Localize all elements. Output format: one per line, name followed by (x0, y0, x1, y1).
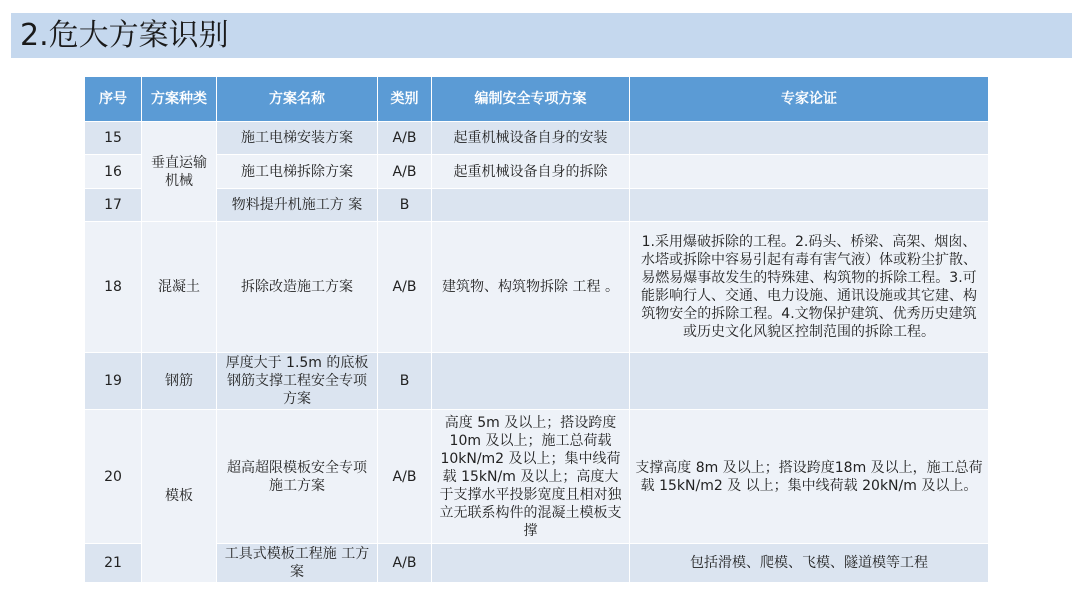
cell-no: 15 (85, 122, 142, 155)
cell-class: A/B (378, 122, 432, 155)
cell-category: 钢筋 (142, 353, 217, 410)
cell-expert (630, 353, 989, 410)
cell-expert (630, 155, 989, 189)
header-class: 类别 (378, 77, 432, 122)
cell-expert: 1.采用爆破拆除的工程。2.码头、桥梁、高架、烟囱、水塔或拆除中容易引起有毒有害气液）体或粉尘扩散、易燃易爆事故发生的特殊建、构筑物的拆除工程。3.可能影响行人、交通、电力设施、通讯设施或其它建、构筑物安全的拆除工程。4.文物保护建筑、优秀历史建筑或历史文化风貌区控制范围的拆除工程。 (630, 222, 989, 353)
cell-class: A/B (378, 410, 432, 544)
cell-class: B (378, 189, 432, 222)
cell-category: 混凝土 (142, 222, 217, 353)
cell-expert: 支撑高度 8m 及以上；搭设跨度18m 及以上，施工总荷载 15kN/m2 及 以上；集中线荷载 20kN/m 及以上。 (630, 410, 989, 544)
cell-safety-plan: 高度 5m 及以上；搭设跨度 10m 及以上；施工总荷载 10kN/m2 及以上；集中线荷载 15kN/m 及以上；高度大于支撑水平投影宽度且相对独立无联系构件的混凝土模板支撑 (432, 410, 630, 544)
header-name: 方案名称 (217, 77, 378, 122)
table-row (85, 155, 989, 189)
cell-safety-plan (432, 353, 630, 410)
cell-expert: 包括滑模、爬模、飞模、隧道模等工程 (630, 544, 989, 583)
cell-name: 超高超限模板安全专项施工方案 (217, 410, 378, 544)
cell-expert (630, 189, 989, 222)
cell-safety-plan: 起重机械设备自身的拆除 (432, 155, 630, 189)
table-header-row (85, 77, 989, 122)
cell-no: 16 (85, 155, 142, 189)
cell-no: 18 (85, 222, 142, 353)
header-no: 序号 (85, 77, 142, 122)
cell-name: 厚度大于 1.5m 的底板钢筋支撑工程安全专项方案 (217, 353, 378, 410)
header-expert: 专家论证 (630, 77, 989, 122)
cell-safety-plan (432, 544, 630, 583)
page-title: 2.危大方案识别 (20, 18, 229, 53)
cell-safety-plan (432, 189, 630, 222)
cell-no: 21 (85, 544, 142, 583)
table-row (85, 353, 989, 410)
cell-class: B (378, 353, 432, 410)
cell-name: 拆除改造施工方案 (217, 222, 378, 353)
table-row (85, 222, 989, 353)
cell-safety-plan: 起重机械设备自身的安装 (432, 122, 630, 155)
table-row (85, 122, 989, 155)
table-row (85, 189, 989, 222)
cell-name: 施工电梯安装方案 (217, 122, 378, 155)
cell-name: 物料提升机施工方 案 (217, 189, 378, 222)
cell-name: 工具式模板工程施 工方案 (217, 544, 378, 583)
cell-class: A/B (378, 222, 432, 353)
cell-class: A/B (378, 544, 432, 583)
header-safety-plan: 编制安全专项方案 (432, 77, 630, 122)
cell-safety-plan: 建筑物、构筑物拆除 工程 。 (432, 222, 630, 353)
table-row (85, 410, 989, 544)
cell-expert (630, 122, 989, 155)
header-category: 方案种类 (142, 77, 217, 122)
hazard-plan-table (84, 76, 989, 583)
cell-class: A/B (378, 155, 432, 189)
cell-category: 垂直运输机械 (142, 122, 217, 222)
cell-name: 施工电梯拆除方案 (217, 155, 378, 189)
cell-category: 模板 (142, 410, 217, 583)
cell-no: 19 (85, 353, 142, 410)
cell-no: 17 (85, 189, 142, 222)
cell-no: 20 (85, 410, 142, 544)
table-row (85, 544, 989, 583)
